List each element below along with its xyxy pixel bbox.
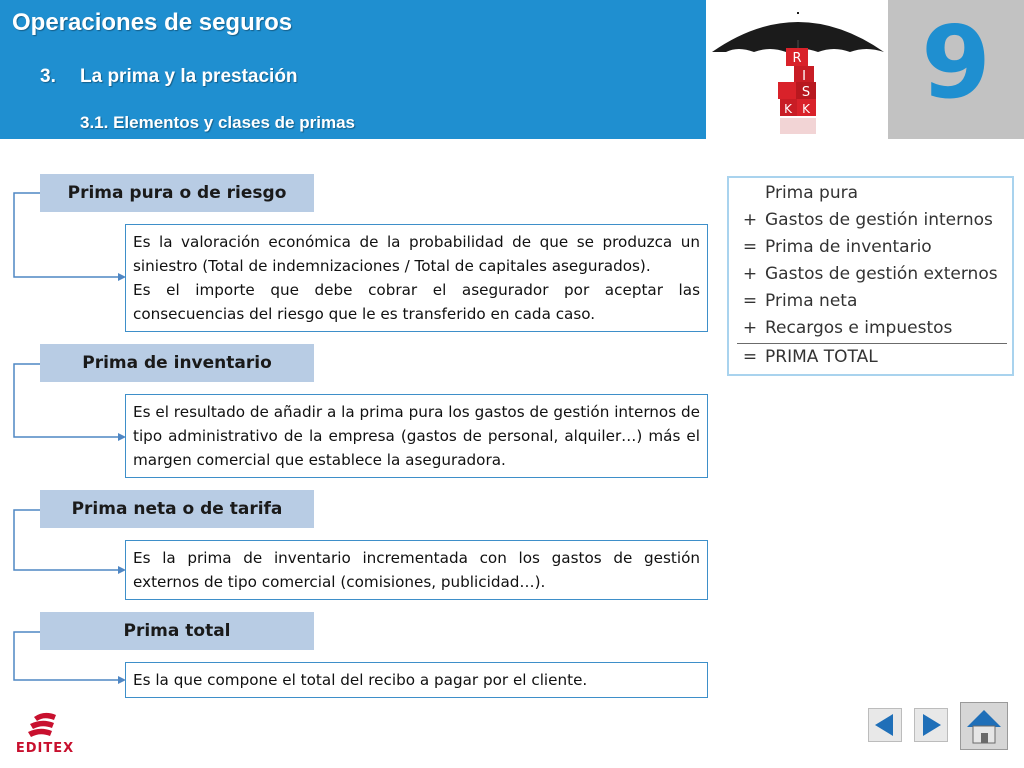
description-prima-pura: [125, 224, 708, 332]
label-prima-pura: Prima pura o de riesgo: [40, 174, 314, 212]
description-prima-inventario: [125, 394, 708, 478]
formula-total-row: = PRIMA TOTAL: [742, 347, 878, 367]
description-paragraph: Es la prima de inventario incrementada con los gastos de gestión externos de tipo comercial (comisiones, publicidad…).: [133, 549, 700, 591]
page-title: Operaciones de seguros: [12, 9, 293, 36]
home-button[interactable]: [960, 702, 1008, 750]
label-prima-total: Prima total: [40, 612, 314, 650]
arrow-right-icon: [915, 709, 947, 741]
formula-row: = Prima de inventario: [742, 237, 932, 257]
formula-row: Prima pura: [765, 183, 859, 203]
risk-letter: K: [802, 102, 810, 116]
editex-logo: [10, 711, 80, 759]
section-number: 3.: [40, 66, 56, 87]
description-prima-neta: [125, 540, 708, 600]
previous-slide-button[interactable]: [868, 708, 902, 742]
risk-letter: I: [802, 69, 806, 84]
description-paragraph: Es el importe que debe cobrar el asegurador por aceptar las consecuencias del riesgo que le es transferido en cada caso.: [133, 281, 700, 323]
risk-letter: K: [784, 102, 792, 116]
label-prima-inventario: Prima de inventario: [40, 344, 314, 382]
next-slide-button[interactable]: [914, 708, 948, 742]
description-paragraph: Es la que compone el total del recibo a pagar por el cliente.: [133, 671, 588, 689]
risk-letter: R: [792, 51, 802, 66]
home-icon: [961, 703, 1007, 749]
label-prima-neta: Prima neta o de tarifa: [40, 490, 314, 528]
arrow-left-icon: [869, 709, 901, 741]
description-paragraph: Es la valoración económica de la probabilidad de que se produzca un siniestro (Total de indemnizaciones / Total de capitales asegurados).: [133, 233, 700, 275]
description-prima-total: [125, 662, 708, 698]
formula-row: = Prima neta: [742, 291, 858, 311]
formula-row: + Gastos de gestión externos: [742, 264, 998, 284]
section-title: La prima y la prestación: [80, 66, 298, 87]
risk-letter: S: [801, 85, 811, 100]
formula-row: + Recargos e impuestos: [742, 318, 953, 338]
formula-row: + Gastos de gestión internos: [742, 210, 993, 230]
subsection-heading: 3.1. Elementos y clases de primas: [80, 113, 355, 132]
premium-formula-table: [727, 176, 1014, 376]
editex-logo-icon: [10, 711, 80, 741]
chapter-number: 9: [921, 4, 991, 121]
description-paragraph: Es el resultado de añadir a la prima pura los gastos de gestión internos de tipo administrativo de la empresa (gastos de personal, alquiler…) más el margen comercial que establece la aseguradora.: [133, 403, 700, 469]
editex-logo-text: EDITEX: [15, 741, 75, 756]
